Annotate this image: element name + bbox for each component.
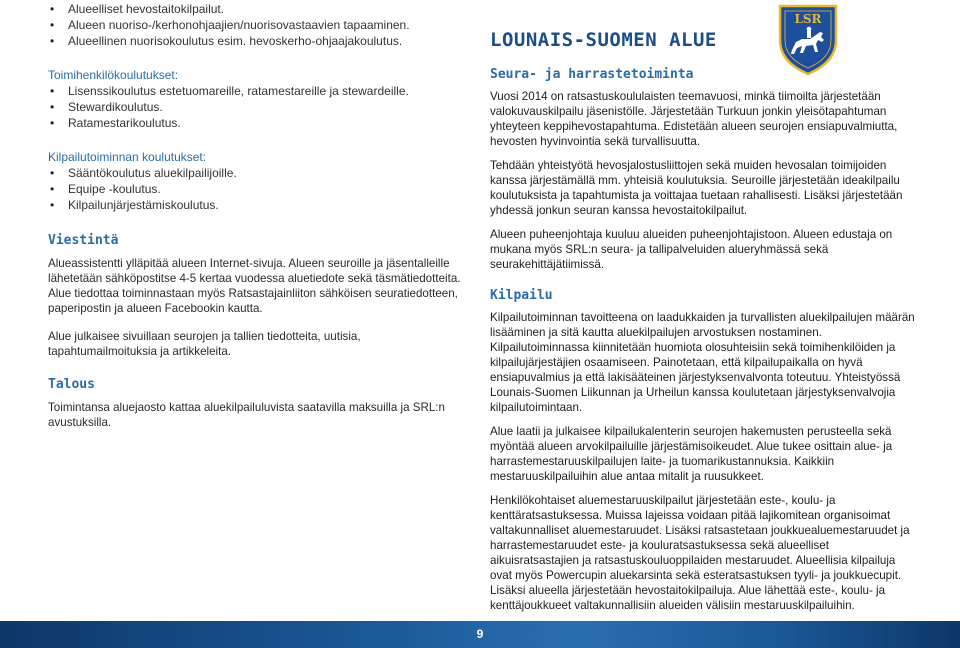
list-item: • Lisenssikoulutus estetuomareille, ratamestareille ja stewardeille. (48, 83, 466, 99)
list-item: • Ratamestarikoulutus. (48, 115, 466, 131)
viestinta-paragraph-1: Alueassistentti ylläpitää alueen Internet-sivuja. Alueen seuroille ja jäsentalleille lähetetään sähköpostitse 4-5 kertaa vuodessa aluetiedote sekä täsmätiedotteita. Alue tiedottaa toiminnastaan myös Ratsastajainliiton sähköisen seuratiedotteen, paperipostin ja alueen Facebookin kautta. (48, 257, 461, 315)
kilpailu-paragraph-3: Henkilökohtaiset aluemestaruuskilpailut järjestetään este-, koulu- ja kenttäratsastuksessa. Muissa lajeissa voidaan pitää lajikomitean organisoimat valtakunnalliset aluemestaruudet. Lisäksi ratsastetaan joukkuealuemestaruudet ja harrastemestaruudet este- ja kouluratsastuksessa sekä alueelliset aikuisratsastajien ja ratsastuskouluoppilaiden mestaruudet. Alueellisia kilpailuja ovat myös Powercupin aluekarsinta sekä esteratsastuksen tyyli- ja joukkuecupit. Lisäksi alueella järjestetään hevostaitokilpailuja. Alue lähettää este-, koulu- ja kenttäjoukkueet valtakunnallisiin alueiden välisiin mestaruuskilpailuihin. (490, 494, 910, 612)
competition-training-heading: Kilpailutoiminnan koulutukset: (48, 150, 207, 164)
lsr-logo (776, 2, 840, 76)
staff-training-heading: Toimihenkilökoulutukset: (48, 68, 179, 82)
list-item: • Stewardikoulutus. (48, 99, 466, 115)
seura-paragraph-1: Vuosi 2014 on ratsastuskoululaisten teemavuosi, minkä tiimoilta järjestetään valokuvauskilpailu jäsenistölle. Järjestetään Turkuun jonkin yleisötapahtuman yhteyteen keppihevostapahtuma. Edistetään alueen seurojen ensiapuvalmiutta, hevosten hyvinvointia sekä turvallisuutta. (490, 90, 898, 148)
left-column (48, 0, 466, 430)
list-item: • Alueelliset hevostaitokilpailut. (48, 1, 466, 17)
logo-text: LSR (794, 12, 822, 26)
talous-paragraph: Toimintansa aluejaosto kattaa aluekilpailuluvista saatavilla maksuilla ja SRL:n avustuksilla. (48, 401, 445, 429)
list-item: • Equipe -koulutus. (48, 181, 466, 197)
page-title: LOUNAIS-SUOMEN ALUE (490, 29, 717, 51)
right-column (490, 0, 920, 613)
seura-paragraph-3: Alueen puheenjohtaja kuuluu alueiden puheenjohtajistoon. Alueen edustaja on mukana myös SRL:n seura- ja tallipalveluiden alueryhmässä sekä seurakehittäjätiimissä. (490, 228, 893, 271)
viestinta-heading: Viestintä (48, 233, 119, 248)
list-item: • Sääntökoulutus aluekilpailijoille. (48, 165, 466, 181)
list-item: • Kilpailunjärjestämiskoulutus. (48, 197, 466, 213)
seura-heading: Seura- ja harrastetoiminta (490, 67, 694, 82)
shield-horse-rider-icon (776, 2, 840, 76)
staff-training-list (48, 83, 466, 131)
competition-training-list (48, 165, 466, 213)
list-item: • Alueen nuoriso-/kerhonohjaajien/nuorisovastaavien tapaaminen. (48, 17, 466, 33)
kilpailu-heading: Kilpailu (490, 288, 553, 303)
kilpailu-paragraph-1: Kilpailutoiminnan tavoitteena on laadukkaiden ja turvallisten aluekilpailujen määrän lisääminen ja sitä kautta aluekilpailujen arvostuksen nostaminen. Kilpailutoiminnassa kiinnitetään huomiota olosuhteisiin sekä toimihenkilöiden ja kilpailujärjestäjien osaamiseen. Painotetaan, että kilpailupaikalla on hyvä ensiapuvalmius ja että lakisääteinen järjestyksenvalvonta toteutuu. Yhteistyössä Lounais-Suomen Liikunnan ja Urheilun kanssa koulutetaan järjestyksenvalvojia kilpailutoimintaan. (490, 311, 915, 414)
seura-paragraph-2: Tehdään yhteistyötä hevosjalostusliittojen sekä muiden hevosalan toimijoiden kanssa järjestämällä mm. yhteisiä koulutuksia. Seuroille järjestetään ideakilpailu koulutuksista ja tapahtumista ja voittajaa tuetaan rahallisesti. Lisäksi järjestetään yhdessä jonkun seuran kanssa hevostaitokilpailut. (490, 159, 903, 217)
list-item: • Alueellinen nuorisokoulutus esim. hevoskerho-ohjaajakoulutus. (48, 33, 466, 49)
talous-heading: Talous (48, 377, 95, 392)
page-number: 9 (476, 627, 484, 641)
footer-bar (0, 621, 960, 648)
kilpailu-paragraph-2: Alue laatii ja julkaisee kilpailukalenterin seurojen hakemusten perusteella sekä myöntää alueen arvokilpailuille järjestämisoikeudet. Alue tukee osittain alue- ja harrastemestaruuskilpailujen laite- ja tuomarikustannuksia. Kaikkiin mestaruuskilpailuihin alue antaa mitalit ja ruusukkeet. (490, 425, 893, 483)
viestinta-paragraph-2: Alue julkaisee sivuillaan seurojen ja tallien tiedotteita, uutisia, tapahtumailmoituksia ja artikkeleita. (48, 330, 361, 358)
intro-bullet-list (48, 1, 466, 49)
